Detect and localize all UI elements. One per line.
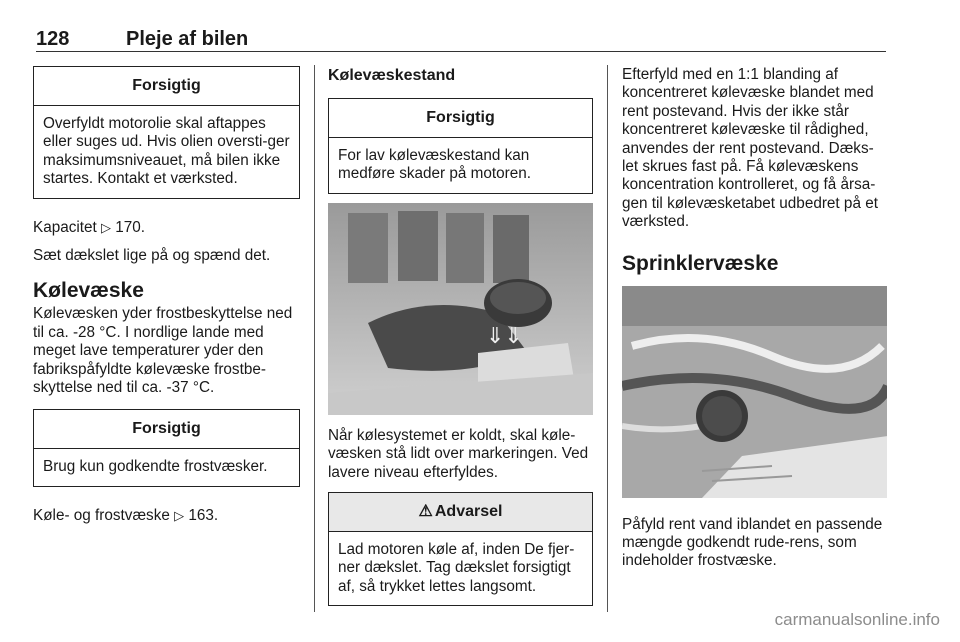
- coolant-refill-text: Efterfyld med en 1:1 blanding af koncentreret kølevæske blandet med rent postevand. Hvis der ikke står koncentreret kølevæske til rådighed, anvendes der rent postevand. Dæks-let skrues fast på. Få kølevæskens koncentration kontrolleret, og få årsa-gen til kølevæsketabet udbedret på et værksted.: [622, 66, 878, 231]
- page-header: [36, 24, 886, 52]
- triangle-right-icon: ▷: [174, 507, 185, 523]
- coolant-heading: Kølevæske: [33, 279, 144, 303]
- column-3: [622, 66, 888, 571]
- section-title: Pleje af bilen: [126, 28, 249, 50]
- caution-box: [328, 98, 593, 194]
- column-divider: [314, 65, 315, 612]
- caution-title: Forsigtig: [34, 67, 299, 106]
- triangle-right-icon: ▷: [101, 219, 112, 235]
- capacity-label: Kapacitet: [33, 218, 97, 236]
- coolant-reservoir-photo: [328, 203, 593, 415]
- page-number: 128: [36, 28, 70, 50]
- washer-reservoir-photo: [622, 286, 887, 498]
- washer-fluid-text: Påfyld rent vand iblandet en passende mængde godkendt rude-rens, som indeholder frostvæske.: [622, 515, 883, 570]
- coolant-level-heading: Kølevæskestand: [328, 67, 456, 84]
- reference-page[interactable]: 163.: [188, 506, 219, 524]
- warning-triangle-icon: ⚠: [418, 503, 433, 521]
- caution-box: [33, 66, 300, 199]
- warning-box: [328, 492, 593, 606]
- capacity-line: [33, 219, 300, 237]
- column-1: [33, 66, 300, 525]
- header-rule: [36, 51, 886, 52]
- warning-text: Lad motoren køle af, inden De fjer-ner dækslet. Tag dækslet forsigtigt af, så trykket lettes langsomt.: [338, 541, 575, 595]
- caution-text: Overfyldt motorolie skal aftappes eller suges ud. Hvis olien oversti-ger maksimumsniveauet, må bilen ikke startes. Kontakt et værksted.: [43, 115, 290, 188]
- caution-title: Forsigtig: [34, 410, 299, 449]
- caution-text: For lav kølevæskestand kan medføre skader på motoren.: [338, 147, 531, 183]
- coolant-text: Kølevæsken yder frostbeskyttelse ned til ca. -28 °C. I nordlige lande med meget lave temperaturer yder den fabrikspåfyldte kølevæske frostbe-skyttelse ned til ca. -37 °C.: [33, 305, 293, 397]
- watermark: carmanualsonline.info: [774, 610, 940, 629]
- coolant-level-text: Når kølesystemet er koldt, skal køle-væsken stå lidt over markeringen. Ved lavere niveau efterfyldes.: [328, 426, 589, 481]
- cap-instruction: Sæt dækslet lige på og spænd det.: [33, 247, 271, 265]
- capacity-ref[interactable]: 170.: [115, 218, 146, 236]
- svg-text:⇓⇓: ⇓⇓: [486, 323, 523, 349]
- caution-text: Brug kun godkendte frostvæsker.: [43, 458, 268, 476]
- warning-header: [329, 493, 592, 532]
- warning-title: Advarsel: [434, 503, 503, 521]
- column-divider: [607, 65, 608, 612]
- reference-label: Køle- og frostvæske: [33, 506, 170, 524]
- caution-box: [33, 409, 300, 486]
- caution-title: Forsigtig: [329, 99, 592, 138]
- coolant-reference: [33, 507, 300, 525]
- washer-fluid-heading: Sprinklervæske: [622, 251, 779, 275]
- column-2: [328, 66, 593, 606]
